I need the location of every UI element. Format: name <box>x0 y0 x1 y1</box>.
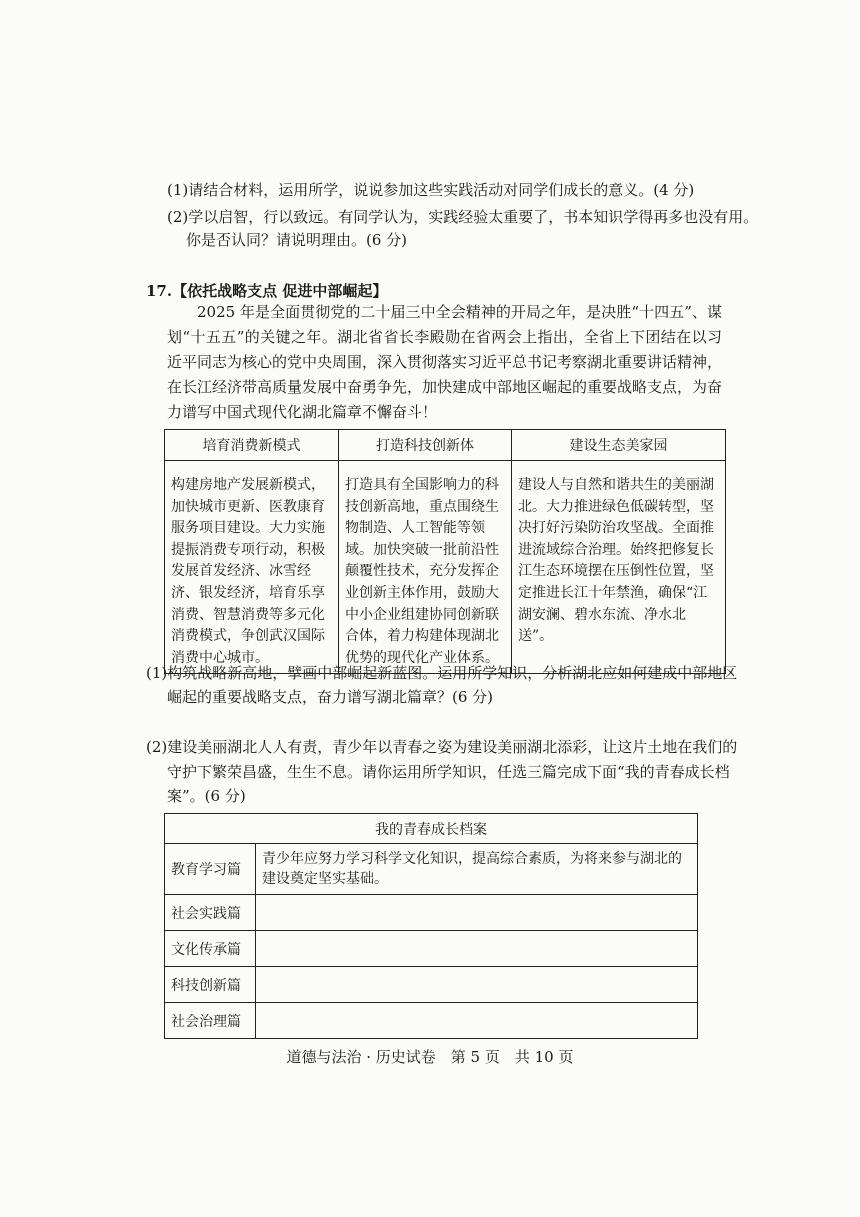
growth-archive-table <box>164 813 698 1039</box>
archive-row-answer-field[interactable] <box>256 1003 698 1039</box>
archive-row-label: 社会实践篇 <box>165 895 256 931</box>
table-header-consumption: 培育消费新模式 <box>165 430 339 461</box>
q17-heading: 17.【依托战略支点 促进中部崛起】 <box>146 282 388 300</box>
strategy-table <box>164 429 726 674</box>
q17-sub2-line1: (2)建设美丽湖北人人有责，青少年以青春之姿为建设美丽湖北添彩，让这片土地在我们的 <box>146 738 738 756</box>
q17-sub1-line1: (1)构筑战略新高地，擘画中部崛起新蓝图。运用所学知识，分析湖北应如何建成中部地区 <box>146 664 738 682</box>
table-cell-ecology: 建设人与自然和谐共生的美丽湖北。大力推进绿色低碳转型，坚决打好污染防治攻坚战。全面推进流域综合治理。始终把修复长江生态环境摆在压倒性位置，坚定推进长江十年禁渔，确保“江湖安澜、碧水东流、净水北送”。 <box>512 461 726 674</box>
q17-sub2-line3: 案”。(6 分) <box>167 787 246 805</box>
q16-sub1: (1)请结合材料，运用所学，说说参加这些实践活动对同学们成长的意义。(4 分) <box>167 181 695 199</box>
archive-title: 我的青春成长档案 <box>165 814 698 844</box>
archive-row-content: 青少年应努力学习科学文化知识，提高综合素质，为将来参与湖北的建设奠定坚实基础。 <box>256 844 698 895</box>
archive-row-answer-field[interactable] <box>256 931 698 967</box>
page-footer: 道德与法治 · 历史试卷 第 5 页 共 10 页 <box>286 1048 574 1066</box>
q17-sub1-line2: 崛起的重要战略支点，奋力谱写湖北篇章？(6 分) <box>167 688 494 706</box>
q16-sub2-line2: 你是否认同？请说明理由。(6 分) <box>186 231 408 249</box>
archive-row-label: 科技创新篇 <box>165 967 256 1003</box>
archive-row-label: 教育学习篇 <box>165 844 256 895</box>
archive-row-label: 社会治理篇 <box>165 1003 256 1039</box>
archive-row-label: 文化传承篇 <box>165 931 256 967</box>
table-header-ecology: 建设生态美家园 <box>512 430 726 461</box>
table-cell-tech: 打造具有全国影响力的科技创新高地，重点围绕生物制造、人工智能等领域。加快突破一批前沿性颠覆性技术，充分发挥企业创新主体作用，鼓励大中小企业组建协同创新联合体，着力构建体现湖北优势的现代化产业体系。 <box>339 461 512 674</box>
q17-intro: 2025 年是全面贯彻党的二十届三中全会精神的开局之年，是决胜“十四五”、谋划“十五五”的关键之年。湖北省省长李殿勋在省两会上指出，全省上下团结在以习近平同志为核心的党中央周围，深入贯彻落实习近平总书记考察湖北重要讲话精神，在长江经济带高质量发展中奋勇争先，加快建成中部地区崛起的重要战略支点，为奋力谱写中国式现代化湖北篇章不懈奋斗！ <box>167 303 723 421</box>
table-header-tech: 打造科技创新体 <box>339 430 512 461</box>
q17-sub2-line2: 守护下繁荣昌盛，生生不息。请你运用所学知识，任选三篇完成下面“我的青春成长档 <box>167 763 730 781</box>
archive-row-answer-field[interactable] <box>256 967 698 1003</box>
table-cell-consumption: 构建房地产发展新模式，加快城市更新、医教康育服务项目建设。大力实施提振消费专项行动，积极发展首发经济、冰雪经济、银发经济，培育乐享消费、智慧消费等多元化消费模式，争创武汉国际消费中心城市。 <box>165 461 339 674</box>
q16-sub2-line1: (2)学以启智，行以致远。有同学认为，实践经验太重要了，书本知识学得再多也没有用。 <box>167 208 759 226</box>
archive-row-answer-field[interactable] <box>256 895 698 931</box>
